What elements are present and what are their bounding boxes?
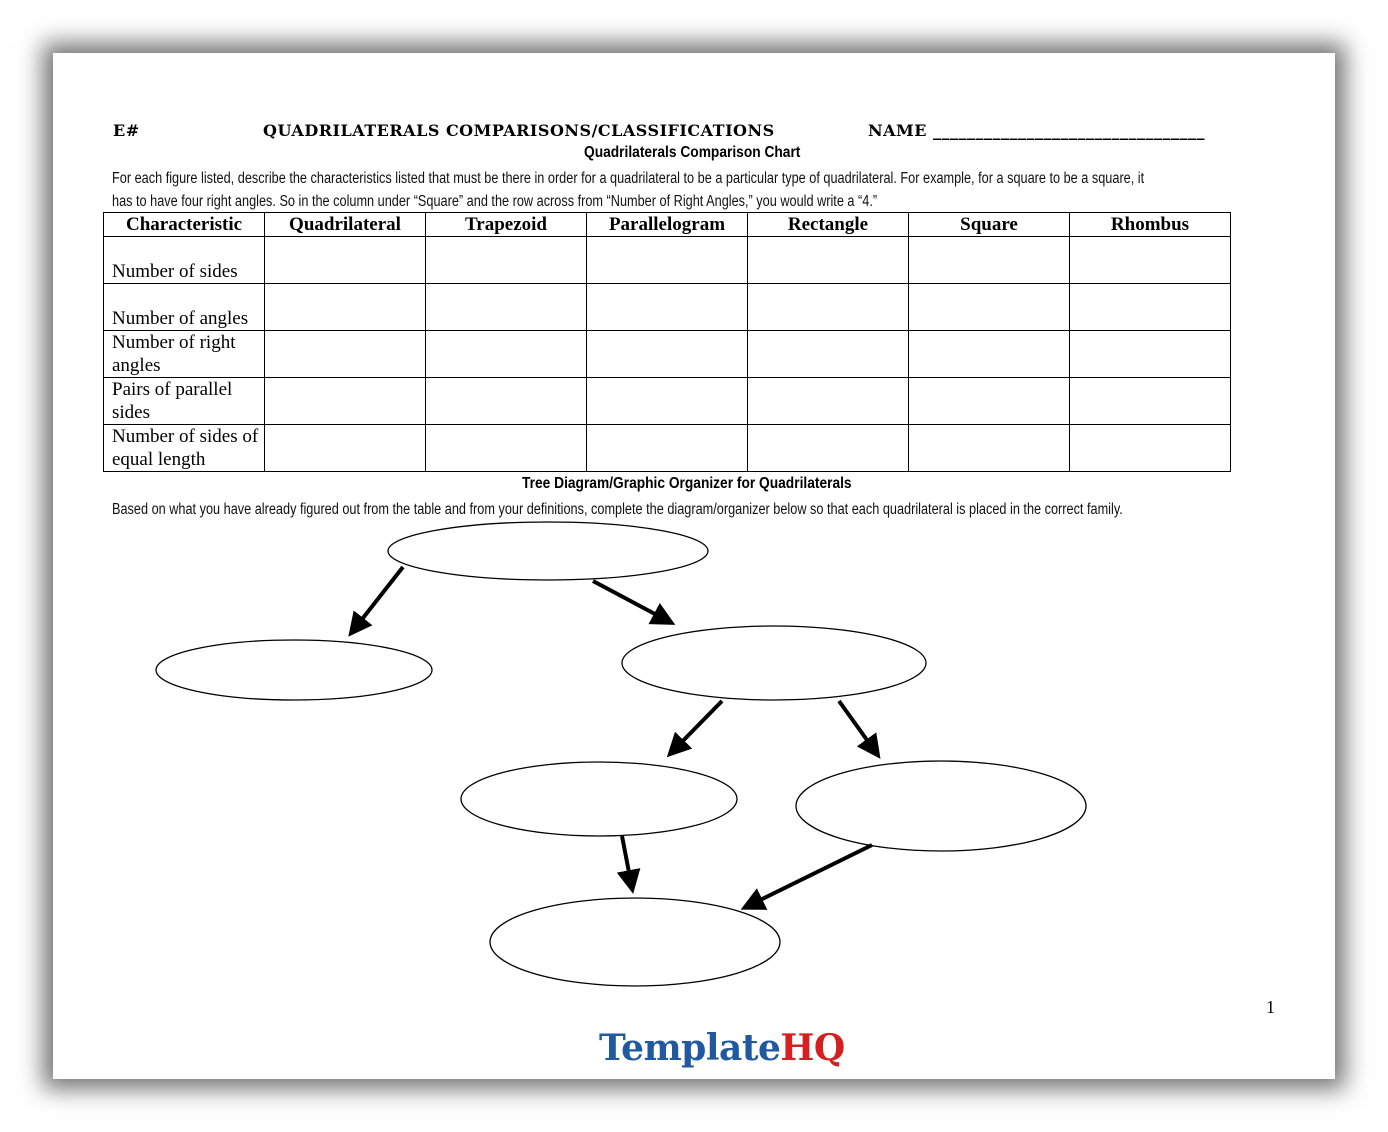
tree-node-mid-left[interactable] xyxy=(461,762,737,836)
templatehq-logo xyxy=(599,1027,845,1069)
tree-node-bottom[interactable] xyxy=(490,898,780,986)
class-label: E# xyxy=(113,121,140,140)
column-header: Rhombus xyxy=(1070,213,1231,237)
column-header: Parallelogram xyxy=(587,213,748,237)
tree-node-left[interactable] xyxy=(156,640,432,700)
tree-title: Tree Diagram/Graphic Organizer for Quadrilaterals xyxy=(522,475,852,492)
tree-node-top[interactable] xyxy=(388,522,708,580)
row-label: Number of sides of equal length xyxy=(104,425,265,472)
chart-title: Quadrilaterals Comparison Chart xyxy=(584,144,801,161)
arrow-mid-left-to-bottom xyxy=(622,836,632,888)
column-header: Trapezoid xyxy=(426,213,587,237)
arrow-top-to-right xyxy=(593,581,670,622)
row-label: Number of right angles xyxy=(104,331,265,378)
column-header: Square xyxy=(909,213,1070,237)
row-label: Number of sides xyxy=(104,237,265,284)
row-label: Number of angles xyxy=(104,284,265,331)
arrow-right-to-mid-right xyxy=(839,701,877,754)
logo-text-hq: HQ xyxy=(780,1027,845,1069)
worksheet-title: QUADRILATERALS COMPARISONS/CLASSIFICATIONS xyxy=(263,121,775,140)
tree-node-mid-right[interactable] xyxy=(796,761,1086,851)
row-label: Pairs of parallel sides xyxy=(104,378,265,425)
chart-instructions-line-1: For each figure listed, describe the characteristics listed that must be there in order for a quadrilateral to be a particular type of quadrilateral. For example, for a square to be a square, it xyxy=(112,170,1145,187)
tree-node-right[interactable] xyxy=(622,626,926,700)
tree-instructions: Based on what you have already figured out from the table and from your definitions, complete the diagram/organizer below so that each quadrilateral is placed in the correct family. xyxy=(112,501,1123,518)
name-field-label: NAME ________________________________ xyxy=(868,121,1206,140)
column-header: Quadrilateral xyxy=(265,213,426,237)
column-header: Characteristic xyxy=(104,213,265,237)
arrow-right-to-mid-left xyxy=(671,701,722,753)
arrow-mid-right-to-bottom xyxy=(746,845,872,907)
chart-instructions-line-2: has to have four right angles. So in the column under “Square” and the row across from “Number of Right Angles,” you would write a “4.” xyxy=(112,193,878,210)
column-header: Rectangle xyxy=(748,213,909,237)
page-number: 1 xyxy=(1266,997,1275,1017)
arrow-top-to-left xyxy=(352,567,403,632)
logo-text-template: Template xyxy=(599,1027,781,1069)
